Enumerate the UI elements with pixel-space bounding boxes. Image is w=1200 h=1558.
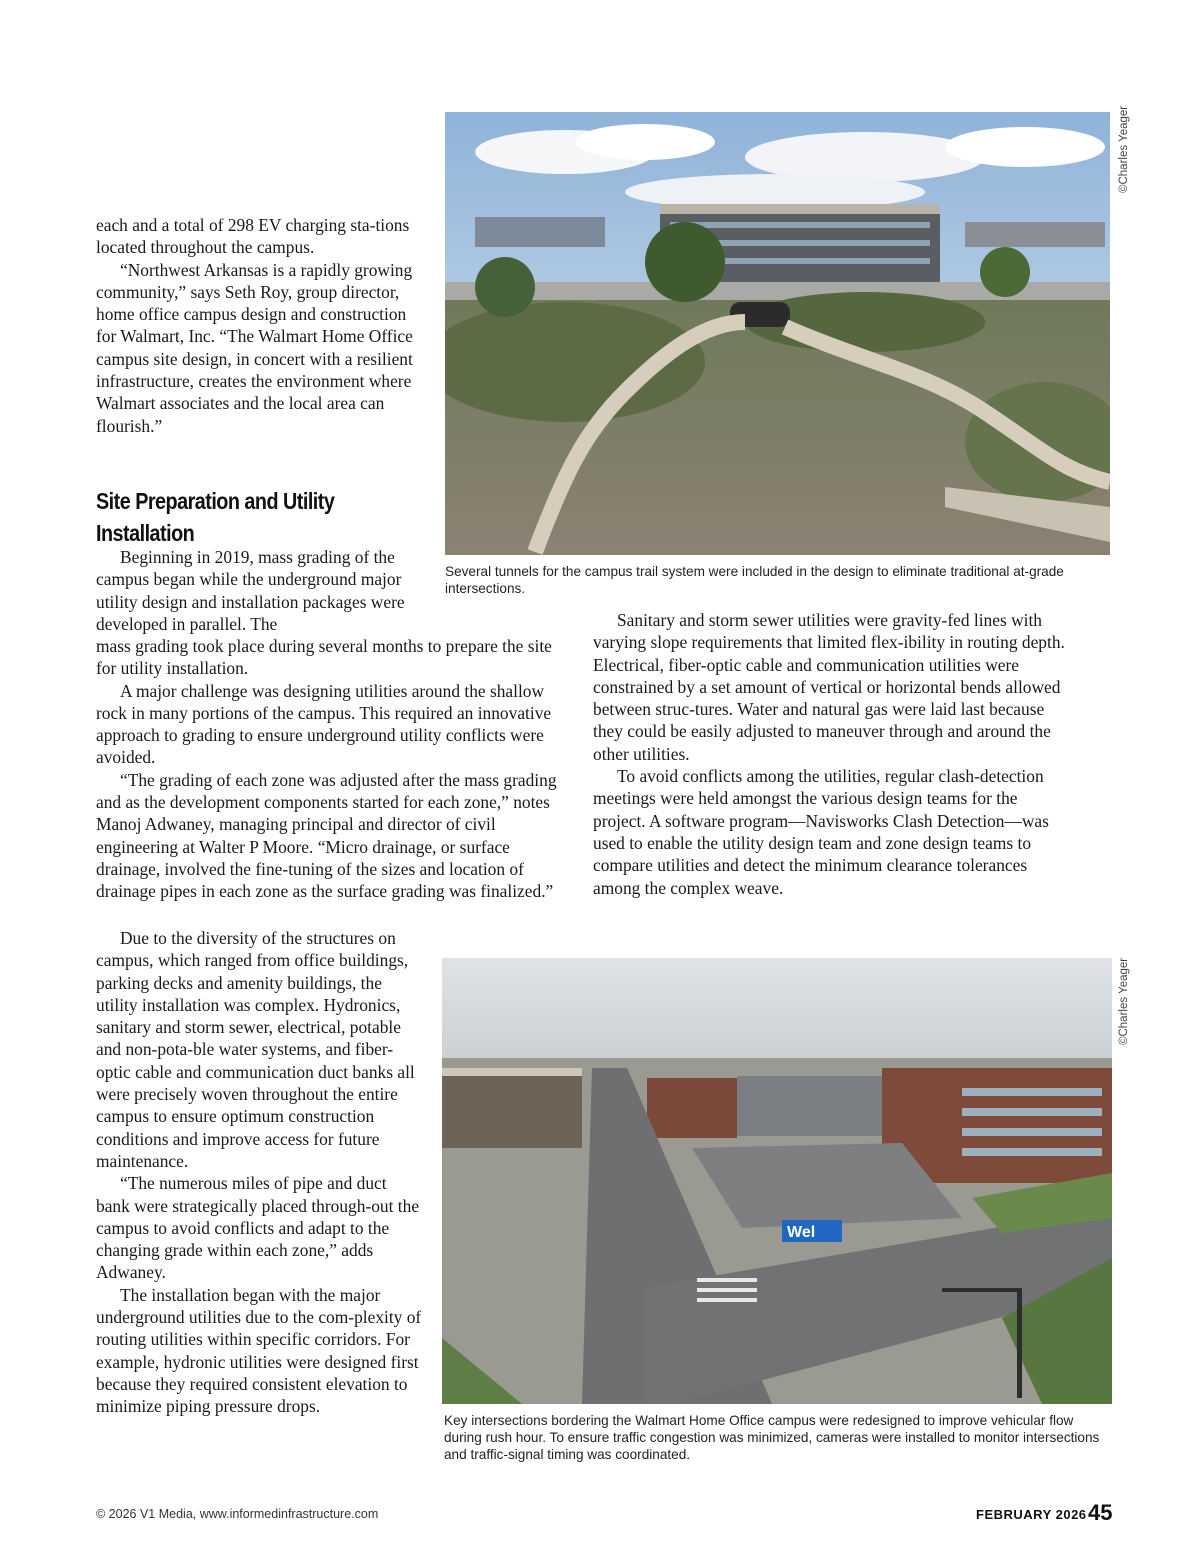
narrow-column-text (96, 927, 424, 1418)
wide-column-text (96, 635, 574, 903)
challenge-paragraph: A major challenge was designing utilities around the shallow rock in many portions of the campus. This required an innovative approach to grading to ensure underground utility conflicts were avoided. (96, 680, 552, 768)
beginning-paragraph-a-text: Beginning in 2019, mass grading of the campus began while the underground major utility design and installation packages were developed in parallel. The (96, 547, 405, 634)
miles-paragraph: “The numerous miles of pipe and duct bank were strategically placed through-out the campus to avoid conflicts and adapt to the changing grade within each zone,” adds Adwaney. (96, 1173, 420, 1283)
welcome-sign-text: Wel (787, 1224, 816, 1241)
installation-paragraph: The installation began with the major underground utilities due to the com-plexity of routing utilities within specific corridors. For example, hydronic utilities were designed first because they required consistent elevation to minimize piping pressure drops. (96, 1284, 422, 1417)
clash-paragraph: To avoid conflicts among the utilities, regular clash-detection meetings were held amongst the various design teams for the project. A software program—Navisworks Clash Detection—was used to enable the utility design team and zone design teams to compare utilities and detect the minimum clearance tolerances among the complex weave. (593, 766, 1049, 898)
sanitary-paragraph: Sanitary and storm sewer utilities were gravity-fed lines with varying slope requirements that limited flex-ibility in routing depth. Electrical, fiber-optic cable and communication utilities were constrained by a set amount of vertical or horizontal bends allowed between struc-tures. Water and natural gas were laid last because they could be easily adjusted to maneuver through and around the other utilities. (593, 610, 1065, 764)
top-photo-credit: ©Charles Yeager (1118, 105, 1130, 193)
intro-paragraph-1: each and a total of 298 EV charging sta-tions located throughout the campus. (96, 215, 410, 258)
beginning-paragraph-a (96, 546, 436, 635)
bottom-photo-caption: Key intersections bordering the Walmart Home Office campus were redesigned to improve vehicular flow during rush hour. To ensure traffic congestion was minimized, cameras were installed to monitor intersections and traffic-signal timing was coordinated. (444, 1413, 1100, 1462)
bottom-photo (442, 958, 1112, 1404)
top-photo-caption: Several tunnels for the campus trail system were included in the design to eliminate traditional at-grade intersections. (445, 564, 1064, 596)
footer-copyright: © 2026 V1 Media, www.informedinfrastructure.com (96, 1507, 379, 1521)
diversity-paragraph: Due to the diversity of the structures on campus, which ranged from office buildings, parking decks and amenity buildings, the utility installation was complex. Hydronics, sanitary and storm sewer, electrical, potable and non-pota-ble water systems, and fiber-optic cable and communication duct banks all were precisely woven throughout the entire campus to ensure optimum construction conditions and improve access for future maintenance. (96, 928, 415, 1171)
section-subhead: Site Preparation and Utility Installation (96, 488, 335, 546)
page-number: 45 (1088, 1500, 1113, 1525)
top-photo-illustration (445, 112, 1110, 555)
top-photo (445, 112, 1110, 555)
beginning-paragraph-b: mass grading took place during several months to prepare the site for utility installation. (96, 636, 552, 679)
bottom-photo-credit: ©Charles Yeager (1118, 957, 1130, 1045)
bottom-photo-illustration (442, 958, 1112, 1404)
right-column-text (593, 609, 1073, 899)
intro-paragraph-2: “Northwest Arkansas is a rapidly growing community,” says Seth Roy, group director, home office campus design and construction for Walmart, Inc. “The Walmart Home Office campus site design, in concert with a resilient infrastructure, creates the environment where Walmart associates and the local area can flourish.” (96, 259, 413, 436)
grading-quote-paragraph: “The grading of each zone was adjusted after the mass grading and as the development components started for each zone,” notes Manoj Adwaney, managing principal and director of civil engineering at Walter P Moore. “Micro drainage, or surface drainage, involved the fine-tuning of the sizes and location of drainage pipes in each zone as the surface grading was finalized.” (96, 769, 557, 902)
footer-issue: FEBRUARY 2026 (976, 1507, 1087, 1522)
intro-text (96, 214, 421, 437)
